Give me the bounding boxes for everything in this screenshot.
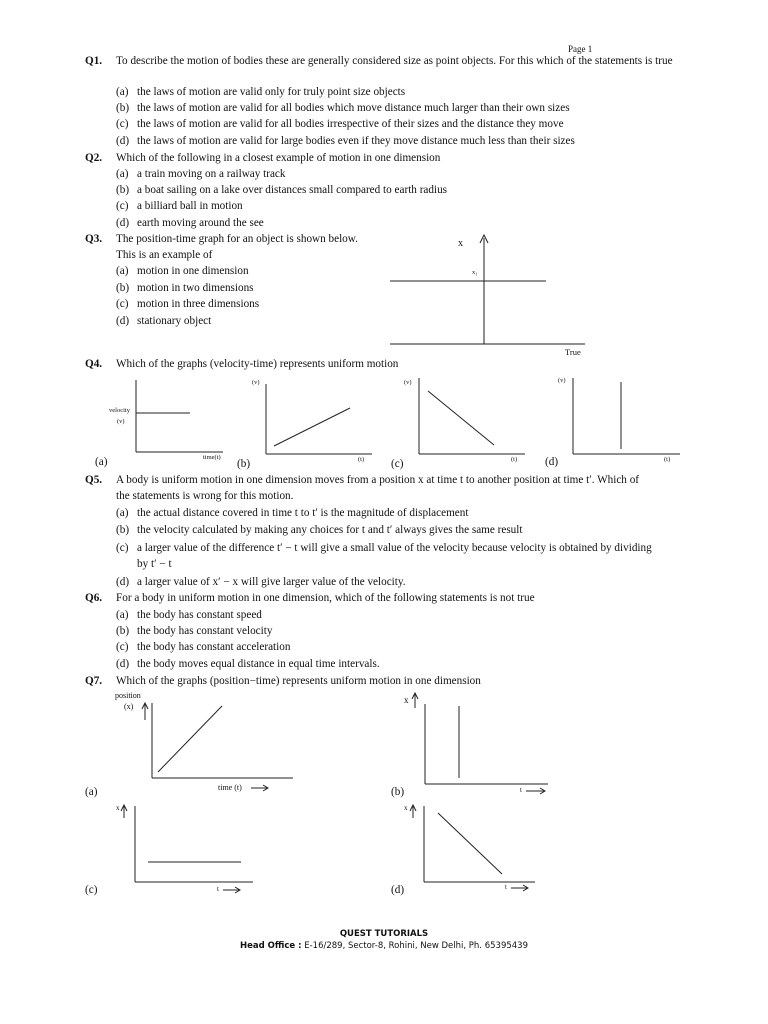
graph-b-x-label: t: [520, 786, 522, 794]
option-text: the velocity calculated by making any choices for t and t′ always gives the same result: [137, 524, 523, 536]
graph-d-x-label: t: [505, 883, 507, 891]
y-axis-label: x: [458, 238, 463, 249]
graph-a-y-label: (v): [117, 418, 125, 425]
option-text: stationary object: [137, 315, 212, 327]
option-text: the body has constant speed: [137, 609, 262, 621]
level-label: x₁: [472, 269, 478, 276]
graph-a-label: (a): [85, 786, 98, 798]
graph-c-label: (c): [391, 458, 404, 470]
graph-d-y-label: x: [404, 804, 408, 812]
footer-title: QUEST TUTORIALS: [339, 929, 429, 939]
graph-a-x-label: time (t): [218, 783, 242, 792]
graph-b-label: (b): [391, 786, 405, 798]
graph-a-line: [158, 706, 222, 772]
graph-b-label: (b): [237, 458, 251, 470]
option-label: (b): [116, 625, 130, 637]
graph-a-y-label: position: [115, 691, 141, 700]
option-text: earth moving around the see: [137, 217, 264, 229]
option-text: the actual distance covered in time t to t′ is the magnitude of displacement: [137, 507, 469, 519]
graph-d-label: (d): [391, 884, 405, 896]
graph-a-y-label: velocity: [109, 407, 130, 414]
graph-d-label: (d): [545, 456, 559, 468]
graph-c-x-label: (t): [511, 456, 518, 463]
graph-b-y-label: (v): [252, 379, 260, 386]
option-text: the laws of motion are valid only for truly point size objects: [137, 86, 406, 98]
question-text: This is an example of: [116, 249, 213, 261]
graph-d-line: [438, 813, 502, 874]
option-text: the laws of motion are valid for all bodies which move distance much larger than their own sizes: [137, 102, 570, 114]
graph-b-x-label: (t): [358, 456, 365, 463]
option-label: (d): [116, 658, 130, 670]
question-text: Which of the following in a closest example of motion in one dimension: [116, 152, 441, 164]
option-text: a billiard ball in motion: [137, 200, 243, 212]
graph-c-y-label: x: [116, 804, 120, 812]
option-text: motion in three dimensions: [137, 298, 260, 310]
question-text: The position-time graph for an object is shown below.: [116, 233, 358, 245]
option-label: (b): [116, 184, 130, 196]
option-label: (c): [116, 298, 129, 310]
page-number: Page 1: [568, 44, 593, 54]
graph-a-x-label: time(t): [203, 454, 221, 461]
question-number: Q7.: [85, 675, 103, 687]
option-text: motion in one dimension: [137, 265, 249, 277]
footer-address-line: [0, 941, 768, 951]
question-text: the statements is wrong for this motion.: [116, 490, 294, 502]
option-label: (b): [116, 282, 130, 294]
question-text: A body is uniform motion in one dimension moves from a position x at time t to another position at time t′. Which of: [116, 474, 640, 486]
option-label: (a): [116, 265, 129, 277]
graph-c-x-label: t: [217, 885, 219, 893]
option-label: (a): [116, 507, 129, 519]
question-text: To describe the motion of bodies these are generally considered size as point objects. For this which of the statements is true: [116, 55, 673, 67]
question-number: Q2.: [85, 152, 103, 164]
option-label: (c): [116, 641, 129, 653]
option-label: (d): [116, 135, 130, 147]
question-text: Which of the graphs (velocity-time) represents uniform motion: [116, 358, 399, 370]
option-label: (a): [116, 609, 129, 621]
option-text: a larger value of x′ − x will give larger value of the velocity.: [137, 576, 406, 588]
option-text: the laws of motion are valid for all bodies irrespective of their sizes and the distance they move: [137, 118, 564, 130]
option-text: motion in two dimensions: [137, 282, 254, 294]
option-label: (c): [116, 118, 129, 130]
option-text: the body has constant acceleration: [137, 641, 291, 653]
graph-d-x-label: (t): [664, 456, 671, 463]
question-number: Q3.: [85, 233, 103, 245]
x-axis-label: True: [565, 347, 581, 357]
option-label: (d): [116, 315, 130, 327]
graph-c-y-label: (v): [404, 379, 412, 386]
question-text: For a body in uniform motion in one dimension, which of the following statements is not true: [116, 592, 535, 604]
option-label: (b): [116, 102, 130, 114]
question-number: Q1.: [85, 55, 103, 67]
option-label: (d): [116, 576, 130, 588]
question-number: Q5.: [85, 474, 103, 486]
footer-office-label: Head Office :: [240, 941, 302, 951]
footer-office-address: E-16/289, Sector-8, Rohini, New Delhi, Ph. 65395439: [304, 941, 528, 951]
option-label: (c): [116, 200, 129, 212]
option-text-continued: by t′ − t: [137, 558, 172, 570]
graph-b-y-label: x: [404, 695, 409, 705]
option-text: a larger value of the difference t′ − t will give a small value of the velocity because velocity is obtained by dividing: [137, 542, 652, 554]
question-text: Which of the graphs (position−time) represents uniform motion in one dimension: [116, 675, 481, 687]
option-label: (a): [116, 168, 129, 180]
option-label: (a): [116, 86, 129, 98]
question-number: Q4.: [85, 358, 103, 370]
option-text: a train moving on a railway track: [137, 168, 286, 180]
option-label: (b): [116, 524, 130, 536]
option-text: the body has constant velocity: [137, 625, 273, 637]
graph-a-label: (a): [95, 456, 108, 468]
graph-a-y-label: (x): [124, 702, 134, 711]
option-label: (c): [116, 542, 129, 554]
option-text: the laws of motion are valid for large bodies even if they move distance much less than their sizes: [137, 135, 575, 147]
graph-c-label: (c): [85, 884, 98, 896]
option-label: (d): [116, 217, 130, 229]
graph-d-y-label: (v): [558, 377, 566, 384]
question-number: Q6.: [85, 592, 103, 604]
option-text: the body moves equal distance in equal time intervals.: [137, 658, 380, 670]
option-text: a boat sailing on a lake over distances small compared to earth radius: [137, 184, 448, 196]
